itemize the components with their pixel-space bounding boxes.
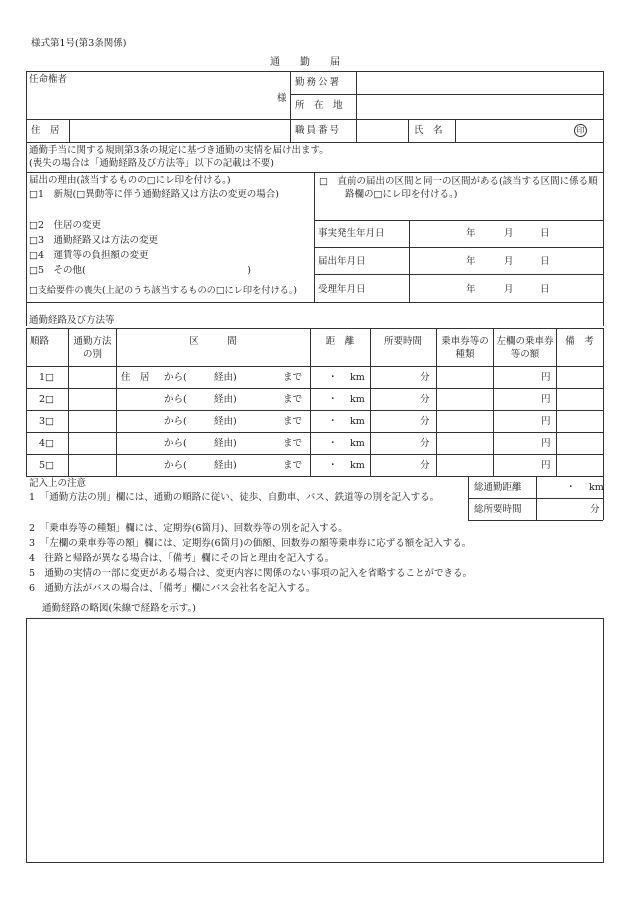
reason-option-new[interactable]: □1 新規(□異動等に伴う通勤経路又は方法の変更の場合) — [29, 189, 279, 200]
map-caption: 通勤経路の略図(朱線で経路を示す。) — [42, 603, 196, 614]
rule — [26, 71, 27, 326]
note-6: 6 通勤方法がバスの場合は、「備考」欄にバス会社名を記入する。 — [29, 583, 316, 594]
row-yen: 円 — [541, 394, 551, 405]
row-dot: ・ — [328, 460, 338, 471]
row-to: まで — [283, 372, 303, 383]
address-label: 住 居 — [31, 125, 60, 136]
col-method: 通勤方法の別 — [73, 336, 112, 360]
date-day: 日 — [540, 284, 550, 295]
row-to: まで — [283, 394, 303, 405]
date-month: 月 — [504, 284, 514, 295]
rule — [310, 328, 311, 476]
rule — [26, 328, 27, 476]
row-km: km — [350, 460, 365, 471]
col-order: 順路 — [30, 336, 50, 347]
date-day: 日 — [540, 228, 550, 239]
rule — [26, 142, 604, 143]
row-yen: 円 — [541, 372, 551, 383]
date-month: 月 — [504, 256, 514, 267]
date-year: 年 — [466, 228, 476, 239]
reason-heading: 届出の理由(該当するものの□にレ印を付ける。) — [29, 175, 231, 186]
row-from: から( — [164, 438, 187, 449]
note-4: 4 往路と帰路が異なる場合は、「備考」欄にその旨と理由を記入する。 — [29, 553, 335, 564]
rule — [468, 520, 603, 521]
form-title: 通 勤 届 — [270, 57, 340, 68]
filing-date-label: 届出年月日 — [318, 256, 366, 267]
row-to: まで — [283, 416, 303, 427]
col-amount: 左欄の乗車券等の額 — [496, 336, 554, 360]
declaration-line2: (喪失の場合は「通勤経路及び方法等」以下の記載は不要) — [29, 158, 274, 169]
row-min: 分 — [420, 416, 430, 427]
rule — [370, 328, 371, 476]
rule — [26, 119, 604, 120]
row-from: から( — [164, 372, 187, 383]
reason-option-fare[interactable]: □4 運賃等の負担額の変更 — [29, 250, 149, 261]
row-order-checkbox[interactable]: 4□ — [39, 438, 55, 449]
date-year: 年 — [466, 256, 476, 267]
rule — [26, 476, 603, 477]
reason-option-loss[interactable]: □支給要件の喪失(上記のうち該当するものの□にレ印を付ける。) — [29, 285, 297, 296]
row-order-checkbox[interactable]: 5□ — [39, 460, 55, 471]
form-label: 様式第1号(第3条関係) — [31, 38, 127, 49]
row-from: から( — [164, 416, 187, 427]
row-min: 分 — [420, 394, 430, 405]
row-dot: ・ — [328, 416, 338, 427]
rule — [26, 328, 603, 329]
row-to: まで — [283, 460, 303, 471]
total-distance-label: 総通勤距離 — [474, 482, 522, 493]
row-order-checkbox[interactable]: 1□ — [39, 372, 55, 383]
date-year: 年 — [466, 284, 476, 295]
office-label: 勤務公署 — [295, 77, 342, 88]
rule — [26, 71, 604, 72]
row-dot: ・ — [328, 394, 338, 405]
rule — [409, 220, 410, 302]
total-distance-dot: ・ — [566, 482, 576, 493]
row-via: 経由) — [214, 438, 237, 449]
note-2: 2 「乗車券等の種類」欄には、定期券(6箇月)、回数券等の別を記入する。 — [29, 523, 348, 534]
date-day: 日 — [540, 256, 550, 267]
reason-option-other[interactable]: □5 その他( ) — [29, 265, 251, 276]
note-3: 3 「左欄の乗車券等の額」欄には、定期券(6箇月)の価額、回数券の額等乗車券に応ずる額を記入する。 — [29, 538, 472, 549]
rule — [26, 432, 603, 433]
col-section: 区 間 — [189, 336, 237, 347]
seal-mark: 印 — [574, 124, 587, 137]
date-month: 月 — [504, 228, 514, 239]
rule — [116, 328, 117, 476]
reason-option-address[interactable]: □2 住居の変更 — [29, 220, 102, 231]
reason-option-route[interactable]: □3 通勤経路又は方法の変更 — [29, 235, 159, 246]
col-remarks: 備 考 — [565, 336, 594, 347]
row-via: 経由) — [214, 394, 237, 405]
row-min: 分 — [420, 460, 430, 471]
route-map-area[interactable] — [26, 618, 604, 863]
staff-number-label: 職員番号 — [295, 125, 342, 136]
rule — [468, 476, 469, 520]
row-via: 経由) — [214, 372, 237, 383]
row-to: まで — [283, 438, 303, 449]
row-order-checkbox[interactable]: 2□ — [39, 394, 55, 405]
total-distance-unit: km — [589, 482, 604, 493]
receipt-date-label: 受理年月日 — [318, 284, 366, 295]
rule — [26, 454, 603, 455]
rule — [455, 119, 456, 142]
rule — [314, 274, 604, 275]
rule — [290, 94, 604, 95]
row-via: 経由) — [214, 416, 237, 427]
rule — [603, 328, 604, 476]
total-time-label: 総所要時間 — [474, 504, 522, 515]
row-km: km — [350, 372, 365, 383]
rule — [26, 388, 603, 389]
row-start: 住 居 — [121, 372, 150, 383]
rule — [536, 476, 537, 520]
col-ticket: 乗車券等の種類 — [441, 336, 489, 360]
row-dot: ・ — [328, 372, 338, 383]
rule — [26, 366, 603, 367]
location-label: 所 在 地 — [295, 100, 343, 111]
row-dot: ・ — [328, 438, 338, 449]
row-yen: 円 — [541, 438, 551, 449]
rule — [314, 172, 315, 302]
col-time: 所要時間 — [383, 336, 422, 347]
row-min: 分 — [420, 438, 430, 449]
appointer-label: 任命権者 — [29, 74, 68, 85]
rule — [314, 220, 604, 221]
row-yen: 円 — [541, 416, 551, 427]
row-km: km — [350, 416, 365, 427]
rule — [314, 247, 604, 248]
rule — [603, 71, 604, 326]
row-order-checkbox[interactable]: 3□ — [39, 416, 55, 427]
rule — [69, 119, 70, 142]
route-heading: 通勤経路及び方法等 — [29, 315, 115, 326]
rule — [26, 172, 604, 173]
total-time-unit: 分 — [590, 504, 600, 515]
row-yen: 円 — [541, 460, 551, 471]
sama-label: 様 — [277, 93, 287, 104]
same-section-option[interactable]: □ 直前の届出の区間と同一の区間がある(該当する区間に係る順路欄の□にレ印を付ける。) — [319, 176, 598, 200]
row-from: から( — [164, 394, 187, 405]
name-label: 氏 名 — [414, 125, 443, 136]
occurrence-date-label: 事実発生年月日 — [318, 228, 385, 239]
note-1: 1 「通勤方法の別」欄には、通勤の順路に従い、徒歩、自動車、バス、鉄道等の別を記入する。 — [29, 492, 440, 503]
row-via: 経由) — [214, 460, 237, 471]
rule — [356, 71, 357, 142]
rule — [26, 410, 603, 411]
row-km: km — [350, 394, 365, 405]
note-5: 5 通勤の実情の一部に変更がある場合は、変更内容に関係のない事項の記入を省略することができる。 — [29, 568, 473, 579]
rule — [26, 302, 604, 303]
row-km: km — [350, 438, 365, 449]
notes-heading: 記入上の注意 — [29, 478, 87, 489]
declaration-line1: 通勤手当に関する規則第3条の規定に基づき通勤の実情を届け出ます。 — [29, 145, 329, 156]
col-distance: 距 離 — [325, 336, 355, 347]
row-min: 分 — [420, 372, 430, 383]
rule — [290, 71, 291, 142]
row-from: から( — [164, 460, 187, 471]
rule — [408, 119, 409, 142]
rule — [556, 328, 557, 476]
